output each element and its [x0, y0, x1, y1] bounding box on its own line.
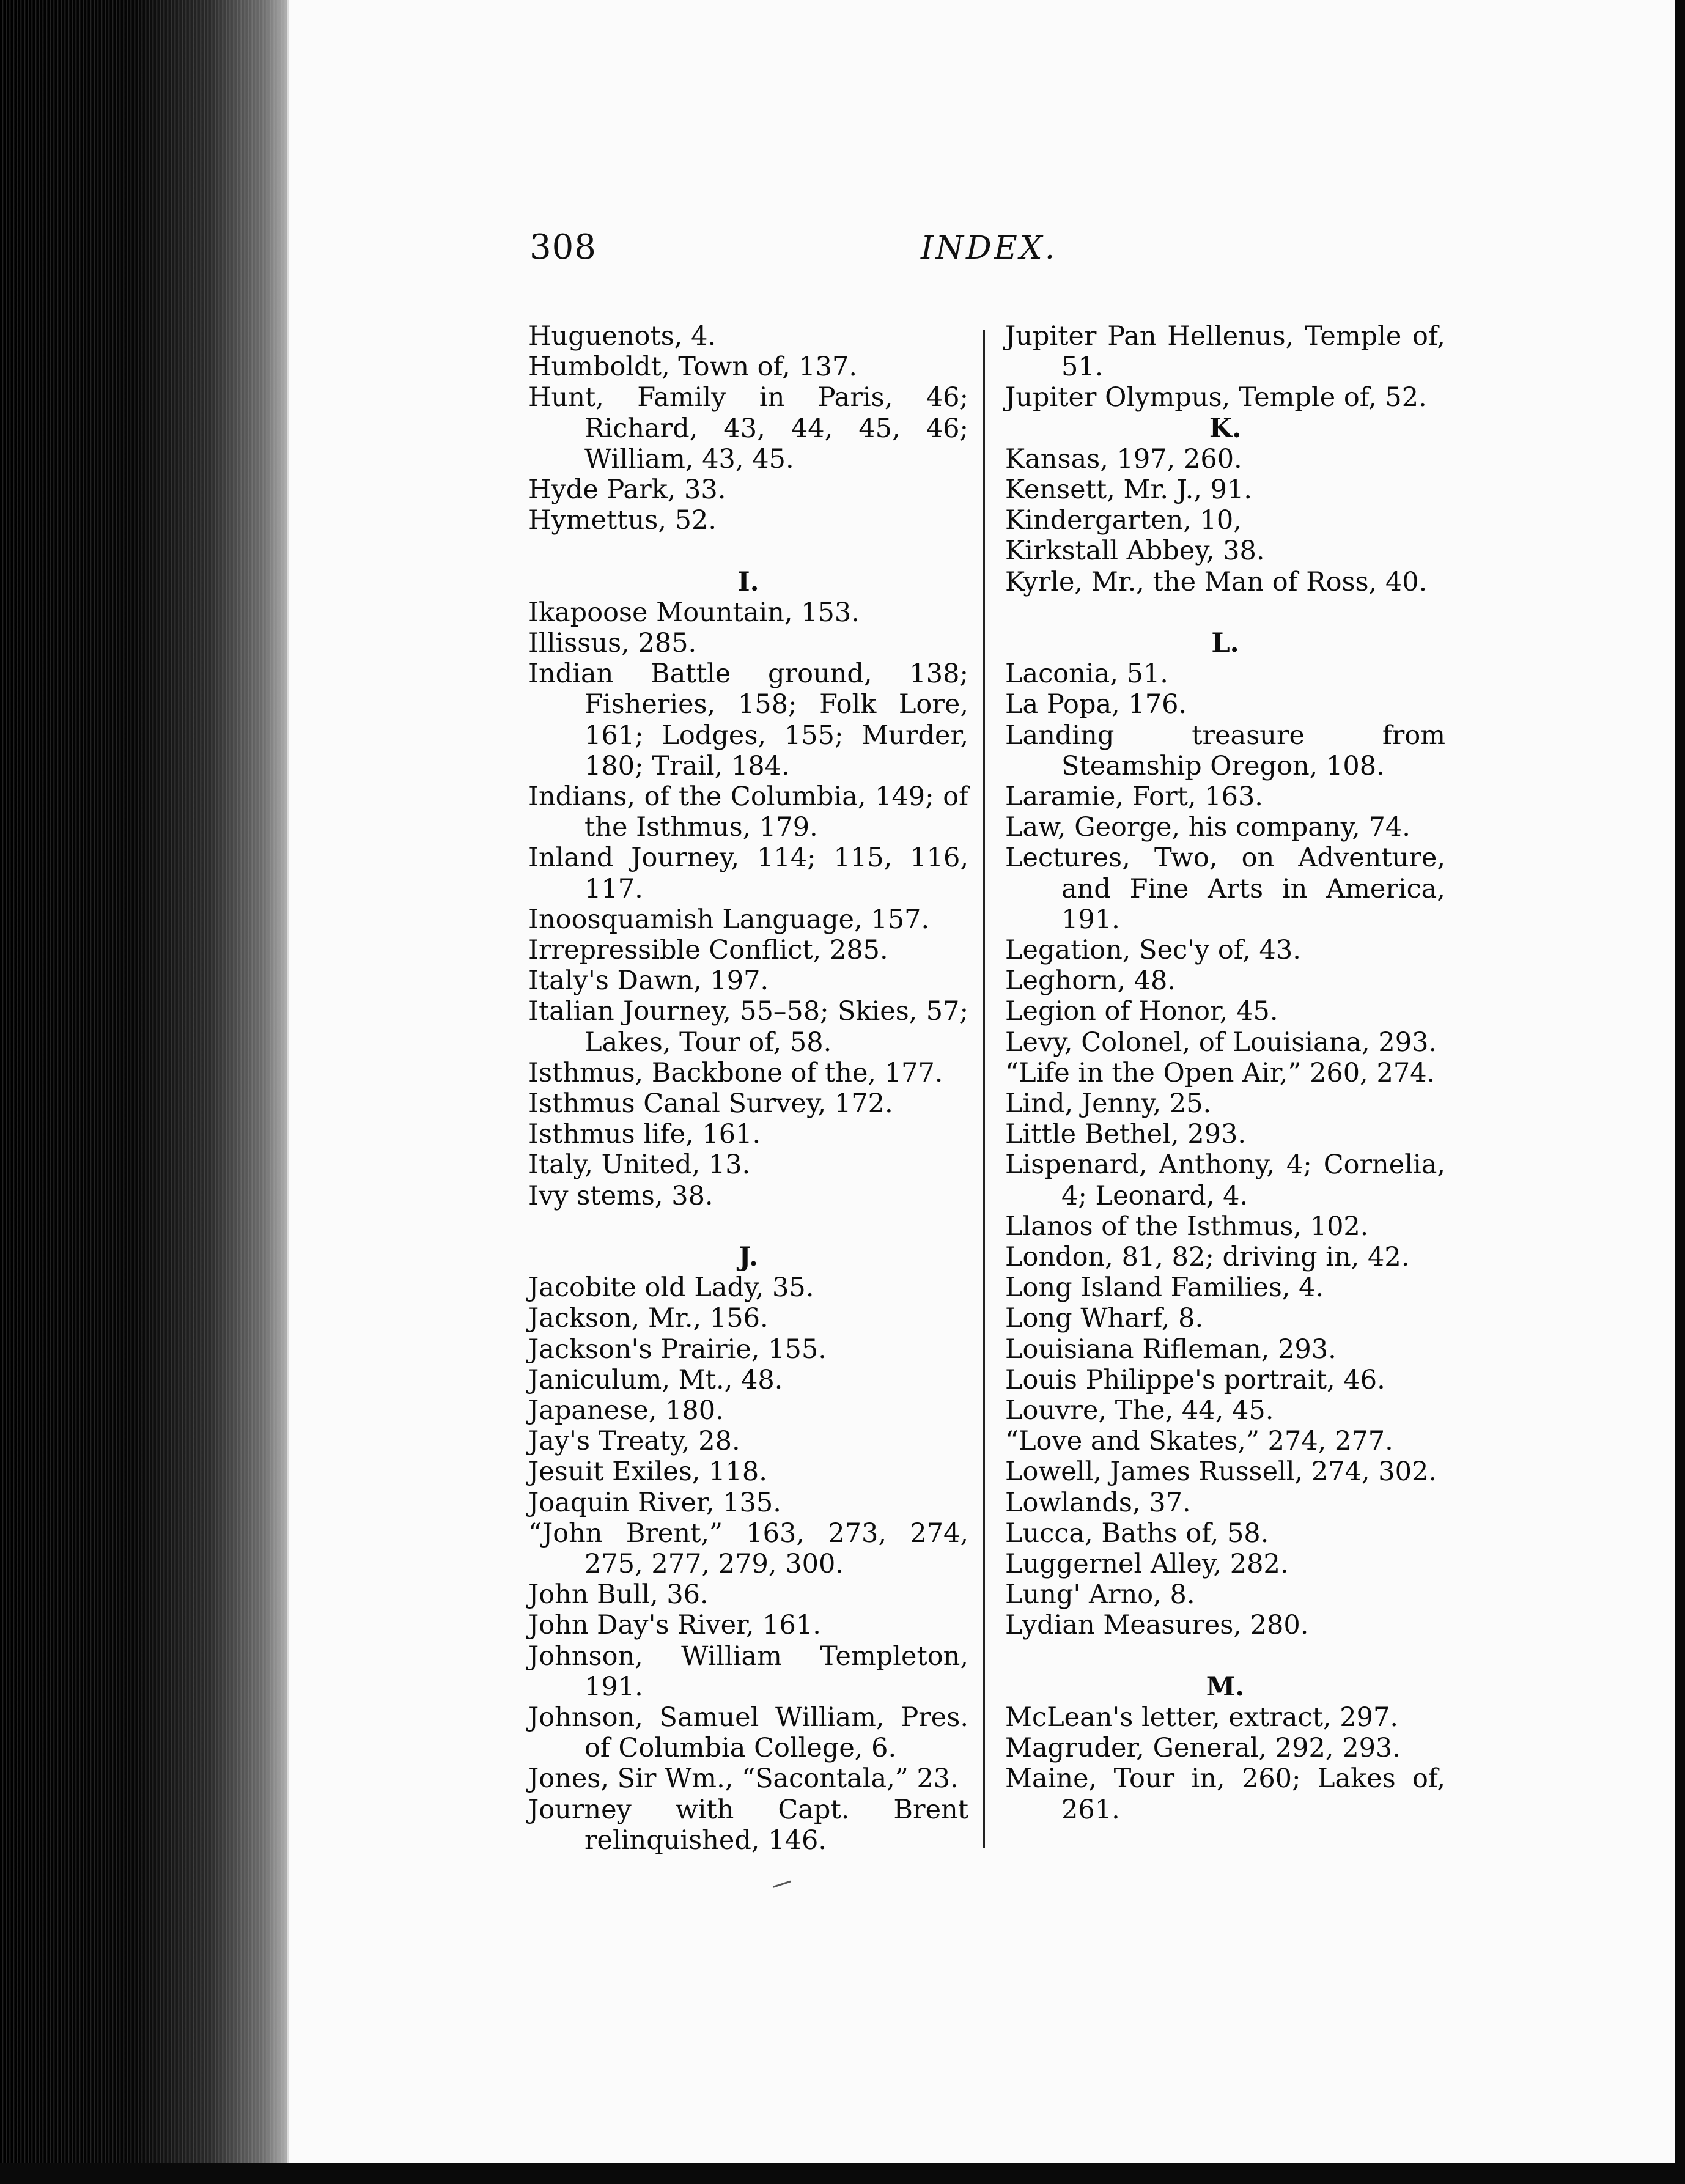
index-entry: Legation, Sec'y of, 43. [1005, 935, 1301, 966]
section-letter: J. [739, 1242, 758, 1273]
index-entry: Isthmus Canal Survey, 172. [528, 1088, 893, 1120]
index-entry: Italy, United, 13. [528, 1149, 751, 1181]
index-entry: Irrepressible Conflict, 285. [528, 935, 888, 966]
index-entry: London, 81, 82; driving in, 42. [1005, 1242, 1410, 1273]
index-entry: Leghorn, 48. [1005, 965, 1176, 997]
index-entry: Journey with Capt. Brent relinquished, 146. [528, 1794, 968, 1856]
section-spacer [1005, 597, 1445, 628]
index-entry: Jacobite old Lady, 35. [528, 1272, 814, 1304]
index-entry: Kensett, Mr. J., 91. [1005, 474, 1253, 505]
index-entry: McLean's letter, extract, 297. [1005, 1702, 1398, 1733]
scan-border-right [1675, 0, 1685, 2184]
index-entry: Indians, of the Columbia, 149; of the Isthmus, 179. [528, 781, 968, 843]
index-entry: Indian Battle ground, 138; Fisheries, 158; Folk Lore, 161; Lodges, 155; Murder, 180; Trail, 184. [528, 659, 968, 781]
index-entry: Hyde Park, 33. [528, 474, 726, 506]
index-entry: Lowell, James Russell, 274, 302. [1005, 1456, 1437, 1488]
index-entry: Inland Journey, 114; 115, 116, 117. [528, 843, 968, 904]
index-entry: “John Brent,” 163, 273, 274, 275, 277, 279, 300. [528, 1518, 968, 1580]
index-entry: Maine, Tour in, 260; Lakes of, 261. [1005, 1763, 1445, 1825]
index-entry: Johnson, William Templeton, 191. [528, 1640, 968, 1702]
index-entry: Jay's Treaty, 28. [528, 1426, 740, 1457]
index-entry: Ivy stems, 38. [528, 1180, 713, 1211]
section-letter: I. [737, 566, 759, 597]
index-entry: Humboldt, Town of, 137. [528, 352, 858, 383]
section-letter: K. [1209, 413, 1242, 444]
section-spacer [528, 1211, 968, 1242]
index-entry: Jackson, Mr., 156. [528, 1303, 769, 1334]
index-entry: Lectures, Two, on Adventure, and Fine Arts in America, 191. [1005, 843, 1445, 935]
scan-border-bottom [0, 2163, 1685, 2184]
index-entry: Louisiana Rifleman, 293. [1005, 1334, 1337, 1365]
index-entry: Hunt, Family in Paris, 46; Richard, 43, 44, 45, 46; William, 43, 45. [528, 382, 968, 474]
section-letter: M. [1206, 1671, 1245, 1702]
index-entry: Italian Journey, 55–58; Skies, 57; Lakes, Tour of, 58. [528, 996, 968, 1058]
index-entry: Little Bethel, 293. [1005, 1119, 1247, 1150]
index-entry: Lung' Arno, 8. [1005, 1579, 1195, 1610]
page-header [529, 227, 1141, 276]
index-entry: “Life in the Open Air,” 260, 274. [1005, 1057, 1436, 1088]
index-entry: Japanese, 180. [528, 1395, 724, 1426]
index-entry: Llanos of the Isthmus, 102. [1005, 1211, 1369, 1242]
index-entry: Joaquin River, 135. [528, 1487, 781, 1518]
column-divider [983, 330, 985, 1848]
index-entry: Magruder, General, 292, 293. [1005, 1733, 1401, 1764]
index-entry: Johnson, Samuel William, Pres. of Columbia College, 6. [528, 1702, 968, 1764]
index-entry: Lowlands, 37. [1005, 1487, 1191, 1518]
index-entry: Levy, Colonel, of Louisiana, 293. [1005, 1027, 1437, 1058]
index-entry: Landing treasure from Steamship Oregon, 108. [1005, 720, 1445, 781]
index-entry: Jupiter Olympus, Temple of, 52. [1005, 382, 1427, 413]
index-entry: Louvre, The, 44, 45. [1005, 1395, 1274, 1426]
index-entry: Laconia, 51. [1005, 659, 1168, 690]
index-entry: Lind, Jenny, 25. [1005, 1088, 1212, 1120]
index-entry: Kyrle, Mr., the Man of Ross, 40. [1005, 566, 1428, 597]
index-entry: Lispenard, Anthony, 4; Cornelia, 4; Leonard, 4. [1005, 1149, 1445, 1211]
index-entry: Ikapoose Mountain, 153. [528, 597, 860, 628]
index-entry: “Love and Skates,” 274, 277. [1005, 1426, 1393, 1457]
index-entry: John Bull, 36. [528, 1579, 709, 1610]
index-entry: Isthmus, Backbone of the, 177. [528, 1057, 943, 1088]
index-entry: Inoosquamish Language, 157. [528, 904, 930, 935]
book-page-edges [0, 0, 300, 2184]
index-entry: Jones, Sir Wm., “Sacontala,” 23. [528, 1763, 959, 1795]
index-entry: Italy's Dawn, 197. [528, 965, 769, 997]
section-spacer [1005, 1641, 1445, 1672]
index-entry: Huguenots, 4. [528, 321, 717, 352]
index-column-right [1005, 321, 1445, 1825]
index-column-left [528, 321, 968, 1856]
section-letter: L. [1211, 628, 1239, 659]
index-entry: Kindergarten, 10, [1005, 505, 1242, 536]
page-number: 308 [529, 227, 597, 267]
index-entry: Jupiter Pan Hellenus, Temple of, 51. [1005, 321, 1445, 383]
index-entry: Kirkstall Abbey, 38. [1005, 536, 1265, 567]
index-entry: Legion of Honor, 45. [1005, 996, 1278, 1027]
index-entry: Illissus, 285. [528, 628, 697, 659]
index-entry: Long Island Families, 4. [1005, 1272, 1324, 1304]
section-spacer [528, 536, 968, 566]
index-entry: Lucca, Baths of, 58. [1005, 1518, 1269, 1549]
index-entry: Isthmus life, 161. [528, 1119, 761, 1150]
index-entry: Lydian Measures, 280. [1005, 1610, 1309, 1641]
index-entry: John Day's River, 161. [528, 1610, 821, 1641]
index-entry: Long Wharf, 8. [1005, 1303, 1204, 1334]
index-entry: Law, George, his company, 74. [1005, 812, 1410, 843]
index-entry: Louis Philippe's portrait, 46. [1005, 1364, 1385, 1395]
index-entry: Jesuit Exiles, 118. [528, 1456, 767, 1488]
index-entry: La Popa, 176. [1005, 689, 1187, 720]
index-entry: Hymettus, 52. [528, 505, 717, 536]
index-entry: Janiculum, Mt., 48. [528, 1364, 783, 1395]
index-entry: Laramie, Fort, 163. [1005, 781, 1263, 812]
running-head: INDEX. [921, 230, 1058, 267]
index-entry: Jackson's Prairie, 155. [528, 1334, 827, 1365]
index-entry: Kansas, 197, 260. [1005, 443, 1242, 474]
index-entry: Luggernel Alley, 282. [1005, 1549, 1289, 1580]
book-page [287, 0, 1677, 2164]
